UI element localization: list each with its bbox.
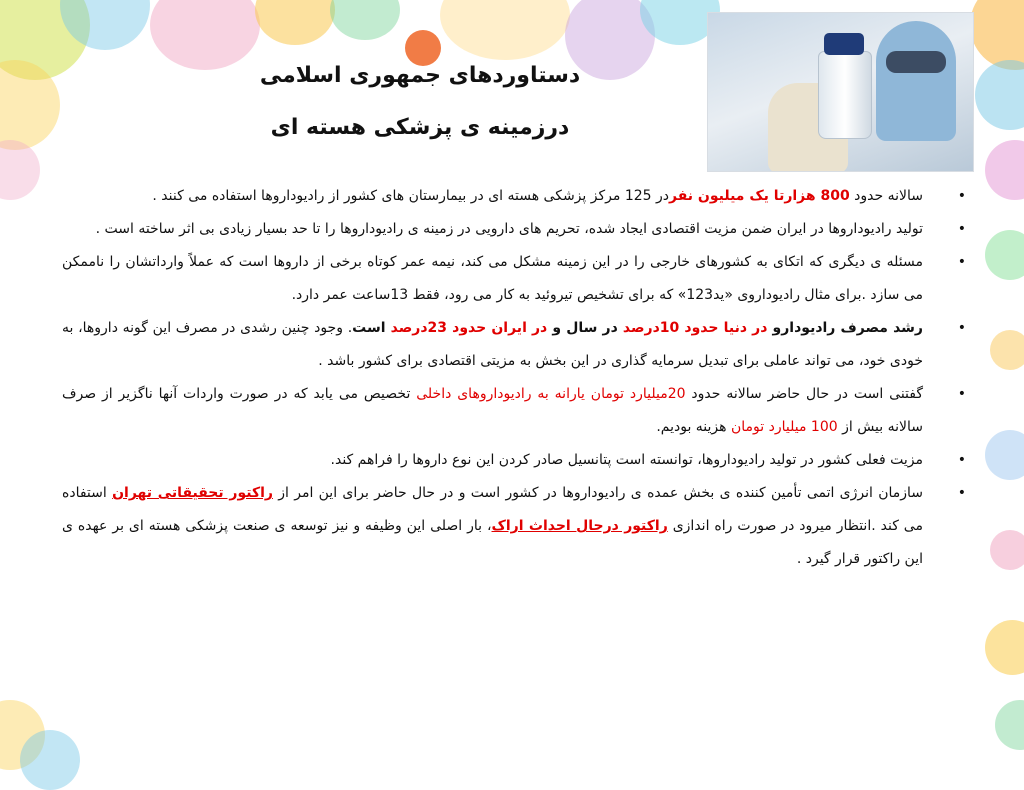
item-text: مسئله ی دیگری که اتکای به کشورهای خارجی را در این زمینه مشکل می کند، نیمه عمر کوتاه برخی از داروها است که عملاً وارداتشان را ناممکن می سازد .برای مثال رادیوداروی «ید123» که برای تشخیص تیروئید به کار می رود، فقط 13ساعت عمر دارد. (62, 254, 923, 303)
list-item (62, 444, 966, 477)
bullet-icon: • (957, 254, 966, 270)
arak-reactor-link[interactable]: راکتور درحال احداث اراک (491, 518, 668, 534)
decor-circle (995, 700, 1024, 750)
list-item (62, 246, 966, 312)
list-item (62, 213, 966, 246)
bullet-icon: • (957, 188, 966, 204)
photo-vial-cap (824, 33, 864, 55)
list-item (62, 312, 966, 378)
item-text: تولید رادیوداروها در ایران ضمن مزیت اقتصادی ایجاد شده، تحریم های دارویی در زمینه ی رادیوداروها را تا حد بسیار زیادی بی اثر ساخته است . (95, 221, 923, 237)
item-text: گفتنی است در حال حاضر سالانه حدود (685, 386, 924, 402)
highlight-text: 800 هزارتا یک میلیون نفر (669, 188, 850, 204)
decor-circle (985, 230, 1024, 280)
decor-circle (20, 730, 80, 790)
bullet-list (62, 180, 966, 576)
highlight-text: در ایران حدود 23درصد (390, 320, 548, 336)
item-text: هزینه بودیم. (656, 419, 731, 435)
bold-text: رشد مصرف رادیودارو (772, 320, 923, 336)
decor-circle (255, 0, 335, 45)
slide-title-line2: درزمینه ی پزشکی هسته ای (270, 115, 570, 140)
item-text: ، بار اصلی این وظیفه و نیز توسعه ی صنعت پزشکی هسته ای بر عهده ی این راکتور قرار گیرد . (62, 518, 923, 567)
tehran-reactor-link[interactable]: راکتور تحقیقاتی تهران (112, 485, 273, 501)
decor-circle (0, 140, 40, 200)
item-text: . وجود چنین رشدی در مصرف این گونه داروها، به خودی خود، می تواند عاملی برای تبدیل سرمایه گذاری در این بخش به مزیتی اقتصادی برای کشور باشد . (62, 320, 923, 369)
photo-hood (876, 21, 956, 141)
decor-circle (975, 60, 1024, 130)
highlight-text: 100 میلیارد تومان (730, 419, 838, 435)
decor-circle (990, 530, 1024, 570)
item-text: تخصیص می یابد که در صورت واردات آنها ناگزیر از صرف سالانه بیش از (62, 386, 923, 435)
bold-text: در سال و (547, 320, 618, 336)
bold-text: است (352, 320, 391, 336)
highlight-text: در دنیا حدود 10درصد (617, 320, 773, 336)
item-text: مزیت فعلی کشور در تولید رادیوداروها، توانسته است پتانسیل صادر کردن این نوع داروها را فراهم کند. (330, 452, 923, 468)
list-item (62, 180, 966, 213)
bullet-icon: • (957, 452, 966, 468)
photo-visor (886, 51, 946, 73)
item-text: سازمان انرژی اتمی تأمین کننده ی بخش عمده ی رادیوداروها در کشور است و در حال حاضر برای این امر از (272, 485, 924, 501)
item-text: سالانه حدود (849, 188, 923, 204)
bullet-icon: • (957, 320, 966, 336)
decor-circle (985, 140, 1024, 200)
list-item (62, 378, 966, 444)
bullet-icon: • (957, 221, 966, 237)
slide-title (190, 50, 650, 154)
decor-circle (330, 0, 400, 40)
bullet-icon: • (957, 386, 966, 402)
list-item (62, 477, 966, 576)
decor-circle (985, 430, 1024, 480)
item-text: در 125 مرکز پزشکی هسته ای در بیمارستان های کشور از رادیوداروها استفاده می کنند . (152, 188, 670, 204)
photo-vial (818, 51, 872, 139)
bullet-icon: • (957, 485, 966, 501)
highlight-text: 20میلیارد تومان یارانه به رادیوداروهای داخلی (416, 386, 686, 402)
decor-circle (985, 620, 1024, 675)
item-text: استفاده می کند .انتظار میرود در صورت راه اندازی (62, 485, 923, 534)
scientist-vial-photo (707, 12, 974, 172)
slide-title-line1: دستاوردهای جمهوری اسلامی (259, 63, 581, 88)
decor-circle (990, 330, 1024, 370)
